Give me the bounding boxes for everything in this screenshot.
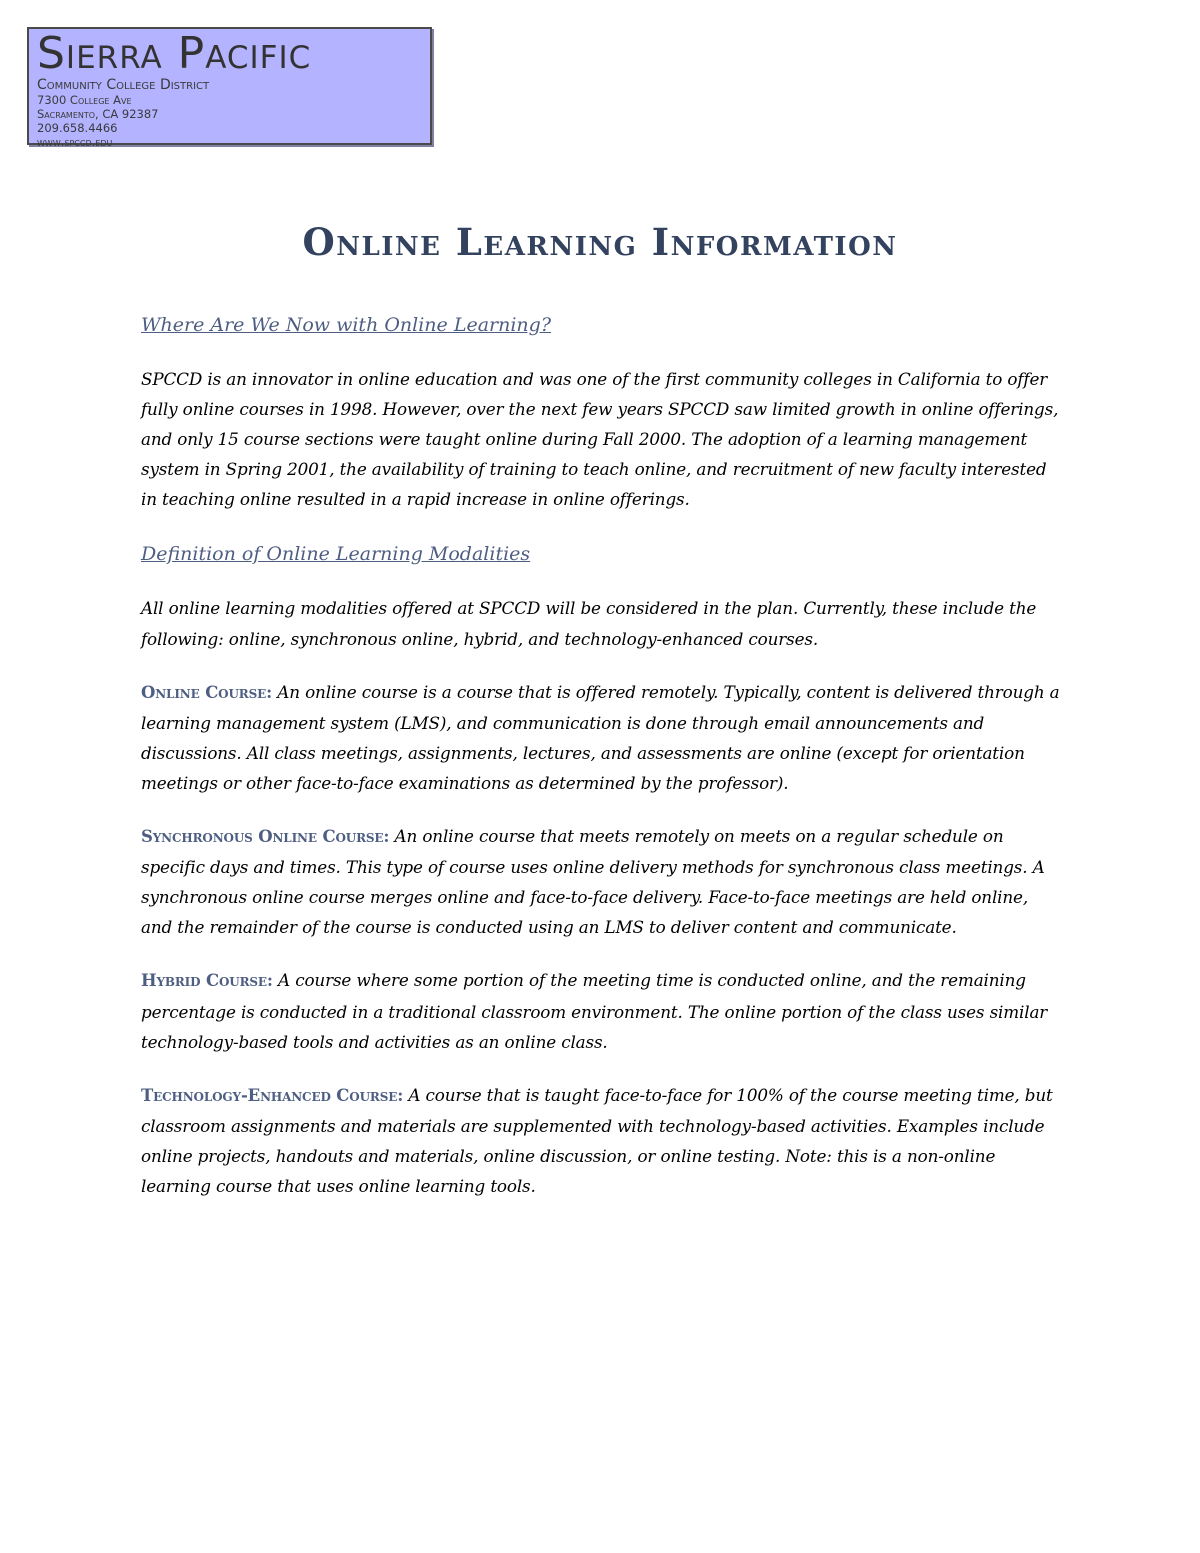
- modalities-intro-paragraph: All online learning modalities offered at SPCCD will be considered in the plan. Currently, these include the following: online, synchronous online, hybrid, and technology-enhanced courses.: [141, 598, 1037, 649]
- definition-term: Synchronous Online Course:: [141, 827, 390, 847]
- district-subtitle: Community College District: [37, 77, 210, 93]
- definition-text: A course where some portion of the meeting time is conducted online, and the remaining percentage is conducted in a traditional classroom environment. The online portion of the class uses similar technology-based tools and activities as an online class.: [141, 970, 1048, 1052]
- definition-term: Technology-Enhanced Course:: [141, 1085, 404, 1105]
- page-title: Online Learning Information: [302, 220, 898, 264]
- definition-hybrid-course: [141, 965, 1061, 1056]
- address-line-2: Sacramento, CA 92387: [37, 107, 159, 121]
- definition-text: An online course is a course that is offered remotely. Typically, content is delivered through a learning management system (LMS), and communication is done through email announcements and discussions. All class meetings, assignments, lectures, and assessments are online (except for orientation meetings or other face-to-face examinations as determined by the professor).: [141, 681, 1060, 793]
- definition-term: Hybrid Course:: [141, 971, 273, 991]
- section-heading-current-status: Where Are We Now with Online Learning?: [141, 314, 552, 336]
- definition-technology-enhanced-course: [141, 1080, 1061, 1201]
- address-line-1: 7300 College Ave: [37, 93, 132, 107]
- definition-online-course: [141, 677, 1061, 798]
- current-status-paragraph: SPCCD is an innovator in online education and was one of the first community colleges in California to offer fully online courses in 1998. However, over the next few years SPCCD saw limited growth in online offerings, and only 15 course sections were taught online during Fall 2000. The adoption of a learning management system in Spring 2001, the availability of training to teach online, and recruitment of new faculty interested in teaching online resulted in a rapid increase in online offerings.: [141, 369, 1059, 510]
- definition-text: An online course that meets remotely on meets on a regular schedule on specific days and times. This type of course uses online delivery methods for synchronous class meetings. A synchronous online course merges online and face-to-face delivery. Face-to-face meetings are held online, and the remainder of the course is conducted using an LMS to deliver content and communicate.: [141, 826, 1045, 938]
- district-name: Sierra Pacific: [37, 28, 312, 79]
- definition-term: Online Course:: [141, 682, 273, 702]
- phone-number: 209.658.4466: [37, 121, 118, 135]
- document-body: [141, 310, 1061, 1201]
- definition-text: A course that is taught face-to-face for 100% of the course meeting time, but classroom assignments and materials are supplemented with technology-based activities. Examples include online projects, handouts and materials, online discussion, or online testing. Note: this is a non-online learning course that uses online learning tools.: [141, 1084, 1053, 1196]
- section-heading-modalities: Definition of Online Learning Modalities: [141, 543, 531, 566]
- website: www.spccd.edu: [37, 135, 113, 149]
- letterhead: [27, 27, 432, 149]
- definition-synchronous-online-course: [141, 821, 1061, 942]
